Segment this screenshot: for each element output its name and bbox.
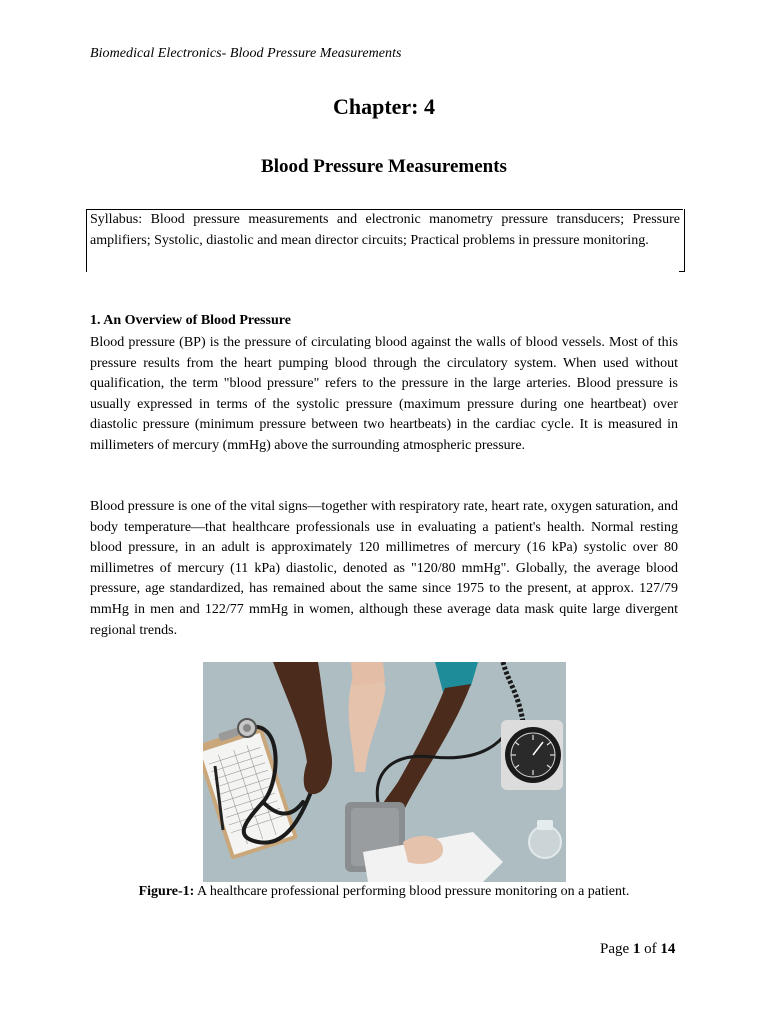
chapter-title: Chapter: 4	[332, 94, 436, 119]
figure-caption-text: A healthcare professional performing blood pressure monitoring on a patient.	[194, 884, 630, 899]
figure-caption	[0, 884, 768, 900]
running-header: Biomedical Electronics- Blood Pressure Measurements	[90, 46, 402, 61]
syllabus-border-right	[684, 209, 685, 272]
syllabus-border-left	[86, 209, 87, 272]
gauge-icon	[501, 720, 563, 790]
syllabus-box	[86, 209, 685, 272]
body-paragraph-1: Blood pressure (BP) is the pressure of circulating blood against the walls of blood vessels. Most of this pressure results from the heart pumping blood through the circulatory system. When used without qualification, the term "blood pressure" refers to the pressure in the large arteries. Blood pressure is usually expressed in terms of the systolic pressure (maximum pressure during one heartbeat) over diastolic pressure (minimum pressure between two heartbeats) in the cardiac cycle. It is measured in millimeters of mercury (mmHg) above the surrounding atmospheric pressure.	[90, 335, 678, 453]
page-number	[600, 941, 690, 958]
page-prefix: Page	[600, 941, 633, 957]
figure-label: Figure-1:	[138, 884, 195, 899]
blood-pressure-photo	[203, 662, 566, 882]
page-of: of	[640, 941, 661, 957]
syllabus-border-corner	[679, 271, 685, 272]
body-paragraph-2: Blood pressure is one of the vital signs—together with respiratory rate, heart rate, oxygen saturation, and body temperature—that healthcare professionals use in evaluating a patient's health. Normal resting blood pressure, in an adult is approximately 120 millimetres of mercury (16 kPa) systolic over 80 millimetres of mercury (11 kPa) diastolic, denoted as "120/80 mmHg". Globally, the average blood pressure, age standardized, has remained about the same since 1975 to the present, at approx. 127/79 mmHg in men and 122/77 mmHg in women, although these average data mask quite large divergent regional trends.	[90, 499, 678, 638]
page-total: 14	[660, 941, 676, 957]
chapter-subtitle: Blood Pressure Measurements	[261, 156, 507, 177]
figure-photo	[203, 662, 566, 882]
page-current: 1	[632, 941, 641, 957]
section-heading: 1. An Overview of Blood Pressure	[90, 313, 291, 328]
syllabus-text: Syllabus: Blood pressure measurements and electronic manometry pressure transducers; Pressure amplifiers; Systolic, diastolic and mean director circuits; Practical problems in pressure monitoring.	[90, 212, 680, 248]
